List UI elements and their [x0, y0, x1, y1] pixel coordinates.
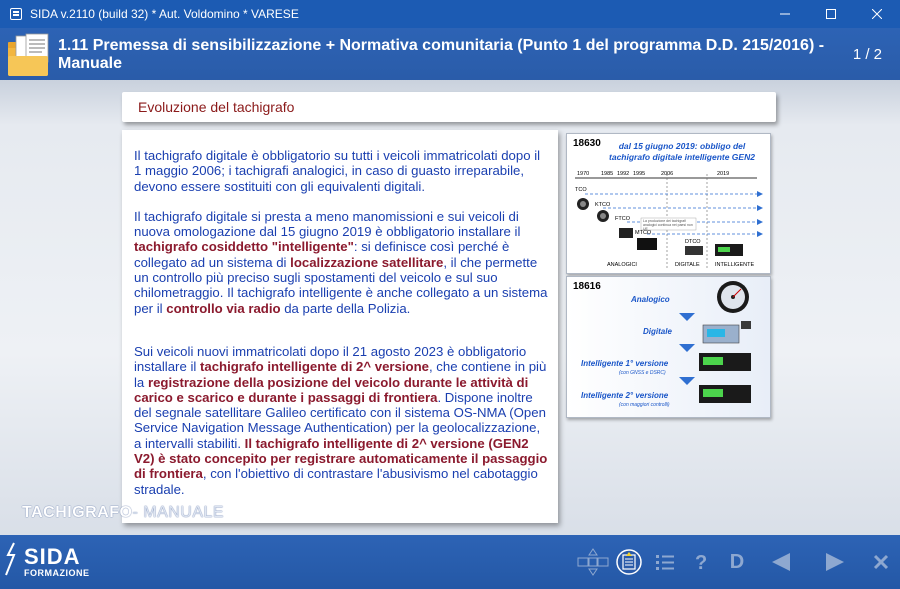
previous-page-button[interactable]	[766, 547, 796, 577]
footer-toolbar	[0, 535, 900, 589]
d-button[interactable]: D	[729, 550, 745, 573]
arrow-down-icon	[679, 313, 695, 321]
page-indicator: 1 / 2	[852, 46, 882, 63]
navigation-pad-icon[interactable]	[575, 547, 611, 577]
paragraph-2: Il tachigrafo digitale si presta a meno manomissioni e sui veicoli di nuova omologazione dal 15 giugno 2019 è obbligatorio installare il tachigrafo cosiddetto "intelligente": si definisce così perché è collegato ad un sistema di localizzazione satellitare, il che permette un controllo più preciso sugli spostamenti del veicolo e sul suo chilometraggio. Il tachigrafo intelligente è anche collegato a un sistema per il controllo via radio da parte della Polizia.	[134, 208, 548, 316]
exit-icon[interactable]	[866, 547, 896, 577]
image-title: dal 15 giugno 2019: obbligo del tachigrafo digitale intelligente GEN2	[609, 141, 755, 162]
lesson-title: 1.11 Premessa di sensibilizzazione + Normativa comunitaria (Punto 1 del programma D.D. 215/2016) - Manuale	[58, 37, 825, 72]
folder-documents-icon	[4, 32, 52, 78]
minimize-button[interactable]	[762, 0, 808, 28]
sida-logo: SIDA FORMAZIONE	[24, 544, 90, 578]
content-area	[0, 80, 900, 535]
arrow-down-icon	[679, 377, 695, 385]
help-icon[interactable]	[686, 547, 716, 577]
svg-text:?: ?	[695, 552, 708, 573]
window-titlebar	[0, 0, 900, 28]
tachograph-evolution-image[interactable]: 18616 Analogico Digitale Intelligente 1° versione (con GNSS e DSRC) Intelligente 2° versione (con maggiori controlli)	[566, 276, 771, 418]
close-button[interactable]	[854, 0, 900, 28]
sida-logo-icon	[4, 541, 18, 577]
notes-button[interactable]	[614, 547, 644, 577]
next-page-button[interactable]	[820, 547, 850, 577]
paragraph-1: Il tachigrafo digitale è obbligatorio su tutti i veicoli immatricolati dopo il 1 maggio 2006; i tachigrafi analogici, in caso di guasto irreparabile, devono essere sostituiti con gli equivalenti digitali.	[134, 148, 541, 194]
image-code: 18616	[573, 281, 601, 292]
list-icon[interactable]	[650, 547, 680, 577]
lesson-header	[0, 28, 900, 80]
image-code: 18630	[573, 138, 601, 149]
arrow-down-icon	[679, 344, 695, 352]
tachograph-timeline-image[interactable]: 18630 dal 15 giugno 2019: obbligo del tachigrafo digitale intelligente GEN2 1970 1985 1992 1995 2006 2019 TCO KTCO FTCO MTCO DTCO La produzione dei tachigrafi analogici continua nei paesi non UE ANALOGICI DIGITALE INTELLIGENTE	[566, 133, 771, 274]
manual-watermark: TACHIGRAFO- MANUALE	[22, 504, 225, 521]
app-icon	[10, 8, 22, 20]
text-panel	[122, 130, 558, 523]
maximize-button[interactable]	[808, 0, 854, 28]
window-title: SIDA v.2110 (build 32) * Aut. Voldomino * VARESE	[30, 7, 299, 21]
section-title: Evoluzione del tachigrafo	[122, 92, 776, 122]
paragraph-3: Sui veicoli nuovi immatricolati dopo il 21 agosto 2023 è obbligatorio installare il tachigrafo intelligente di 2^ versione, che contiene in più la registrazione della posizione del veicolo durante le attività di carico e scarico e durante i passaggi di frontiera. Dispone inoltre del segnale satellitare Galileo certificato con il sistema OS-NMA (Open Service Navigation Message Authentication) per la geolocalizzazione, a intervalli stabiliti. Il tachigrafo intelligente di 2^ versione (GEN2 V2) è stato concepito per registrare automaticamente il passaggio di frontiera, con l'obiettivo di contrastare l'abusivismo nel cabotaggio stradale.	[134, 343, 548, 497]
